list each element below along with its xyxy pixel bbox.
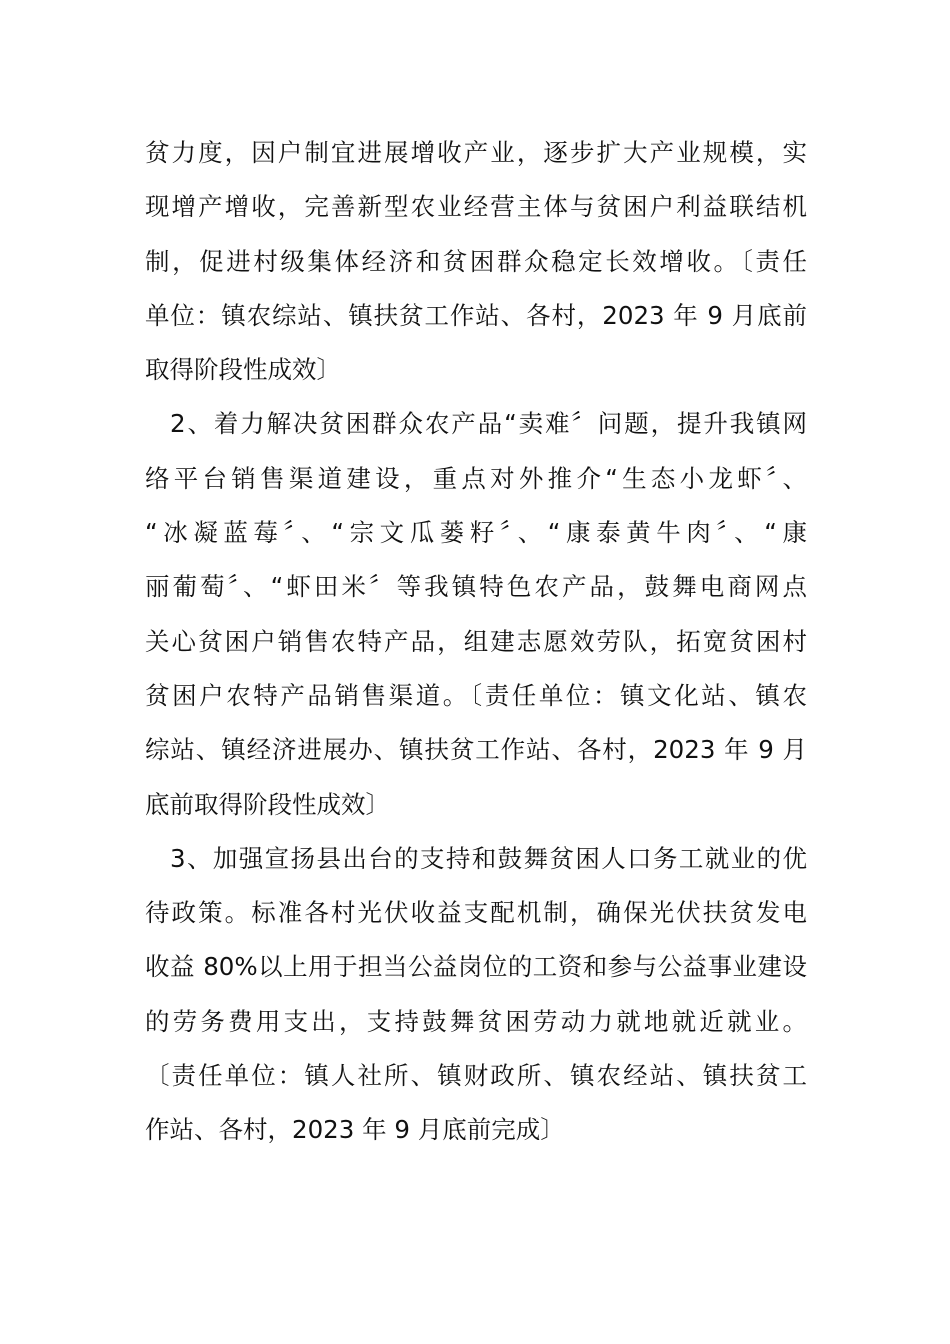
text-line: 制，促进村级集体经济和贫困群众稳定长效增收。〔责任 (145, 246, 807, 276)
text-line: “冰凝蓝莓〞、“宗文瓜蒌籽〞、“康泰黄牛肉〞、“康 (145, 518, 807, 548)
text-line: 贫困户农特产品销售渠道。〔责任单位：镇文化站、镇农 (145, 680, 807, 710)
text-line: 综站、镇经济进展办、镇扶贫工作站、各村，2023 年 9 月 (145, 735, 807, 765)
text-line: 的劳务费用支出，支持鼓舞贫困劳动力就地就近就业。 (145, 1006, 807, 1036)
text-line: 单位：镇农综站、镇扶贫工作站、各村，2023 年 9 月底前 (145, 300, 807, 330)
text-line: 3、加强宣扬县出台的支持和鼓舞贫困人口务工就业的优 (170, 843, 807, 873)
text-line: 作站、各村，2023 年 9 月底前完成〕 (145, 1115, 565, 1145)
text-line: 丽葡萄〞、“虾田米〞等我镇特色农产品，鼓舞电商网点 (145, 572, 807, 602)
body-text (145, 126, 807, 1158)
text-line: 络平台销售渠道建设，重点对外推介“生态小龙虾〞、 (145, 463, 807, 493)
text-line: 收益 80%以上用于担当公益岗位的工资和参与公益事业建设 (145, 952, 807, 982)
text-line: 〔责任单位：镇人社所、镇财政所、镇农经站、镇扶贫工 (145, 1061, 807, 1091)
text-line: 底前取得阶段性成效〕 (145, 789, 390, 819)
text-line: 现增产增收，完善新型农业经营主体与贫困户利益联结机 (145, 192, 807, 222)
text-line: 关心贫困户销售农特产品，组建志愿效劳队，拓宽贫困村 (145, 626, 807, 656)
text-line: 取得阶段性成效〕 (145, 355, 341, 385)
text-line: 待政策。标准各村光伏收益支配机制，确保光伏扶贫发电 (145, 898, 807, 928)
text-line: 贫力度，因户制宜进展增收产业，逐步扩大产业规模，实 (145, 138, 807, 167)
text-line: 2、着力解决贫困群众农产品“卖难〞问题，提升我镇网 (170, 409, 807, 439)
